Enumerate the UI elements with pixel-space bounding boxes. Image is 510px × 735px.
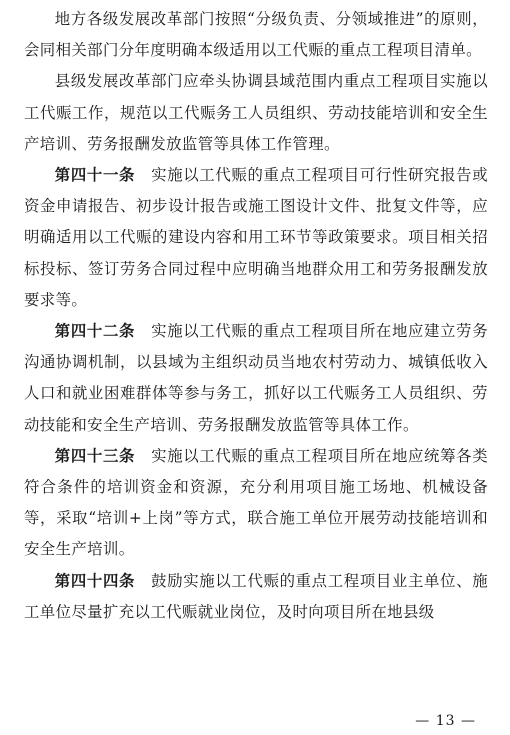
article-43 bbox=[24, 441, 488, 566]
paragraph-2 bbox=[24, 66, 488, 160]
article-number: 第四十一条 bbox=[54, 166, 136, 185]
article-number: 第四十二条 bbox=[54, 322, 136, 341]
paragraph-text: 鼓励实施以工代赈的重点工程项目业主单位、施工单位尽量扩充以工代赈就业岗位，及时向项目所在地县级 bbox=[24, 571, 488, 621]
article-42 bbox=[24, 316, 488, 441]
paragraph-text: 实施以工代赈的重点工程项目所在地应统筹各类符合条件的培训资金和资源，充分利用项目施工场地、机械设备等，采取“培训+上岗”等方式，联合施工单位开展劳动技能培训和安全生产培训。 bbox=[24, 446, 488, 559]
page-number: — 13 — bbox=[415, 713, 476, 729]
article-number: 第四十四条 bbox=[54, 571, 136, 590]
article-number: 第四十三条 bbox=[54, 446, 136, 465]
paragraph-text: 县级发展改革部门应牵头协调县域范围内重点工程项目实施以工代赈工作，规范以工代赈务工人员组织、劳动技能培训和安全生产培训、劳务报酬发放监管等具体工作管理。 bbox=[24, 72, 488, 153]
article-44 bbox=[24, 566, 488, 628]
paragraph-1 bbox=[24, 4, 488, 66]
paragraph-text: 实施以工代赈的重点工程项目可行性研究报告或资金申请报告、初步设计报告或施工图设计文件、批复文件等，应明确适用以工代赈的建设内容和用工环节等政策要求。项目相关招标投标、签订劳务合同过程中应明确当地群众用工和劳务报酬发放要求等。 bbox=[24, 166, 488, 309]
paragraph-text: 实施以工代赈的重点工程项目所在地应建立劳务沟通协调机制，以县域为主组织动员当地农村劳动力、城镇低收入人口和就业困难群体等参与务工，抓好以工代赈务工人员组织、劳动技能和安全生产培训、劳务报酬发放监管等具体工作。 bbox=[24, 322, 488, 434]
paragraph-text: 地方各级发展改革部门按照“分级负责、分领域推进”的原则，会同相关部门分年度明确本级适用以工代赈的重点工程项目清单。 bbox=[24, 10, 488, 60]
document-body bbox=[24, 4, 488, 628]
article-41 bbox=[24, 160, 488, 316]
